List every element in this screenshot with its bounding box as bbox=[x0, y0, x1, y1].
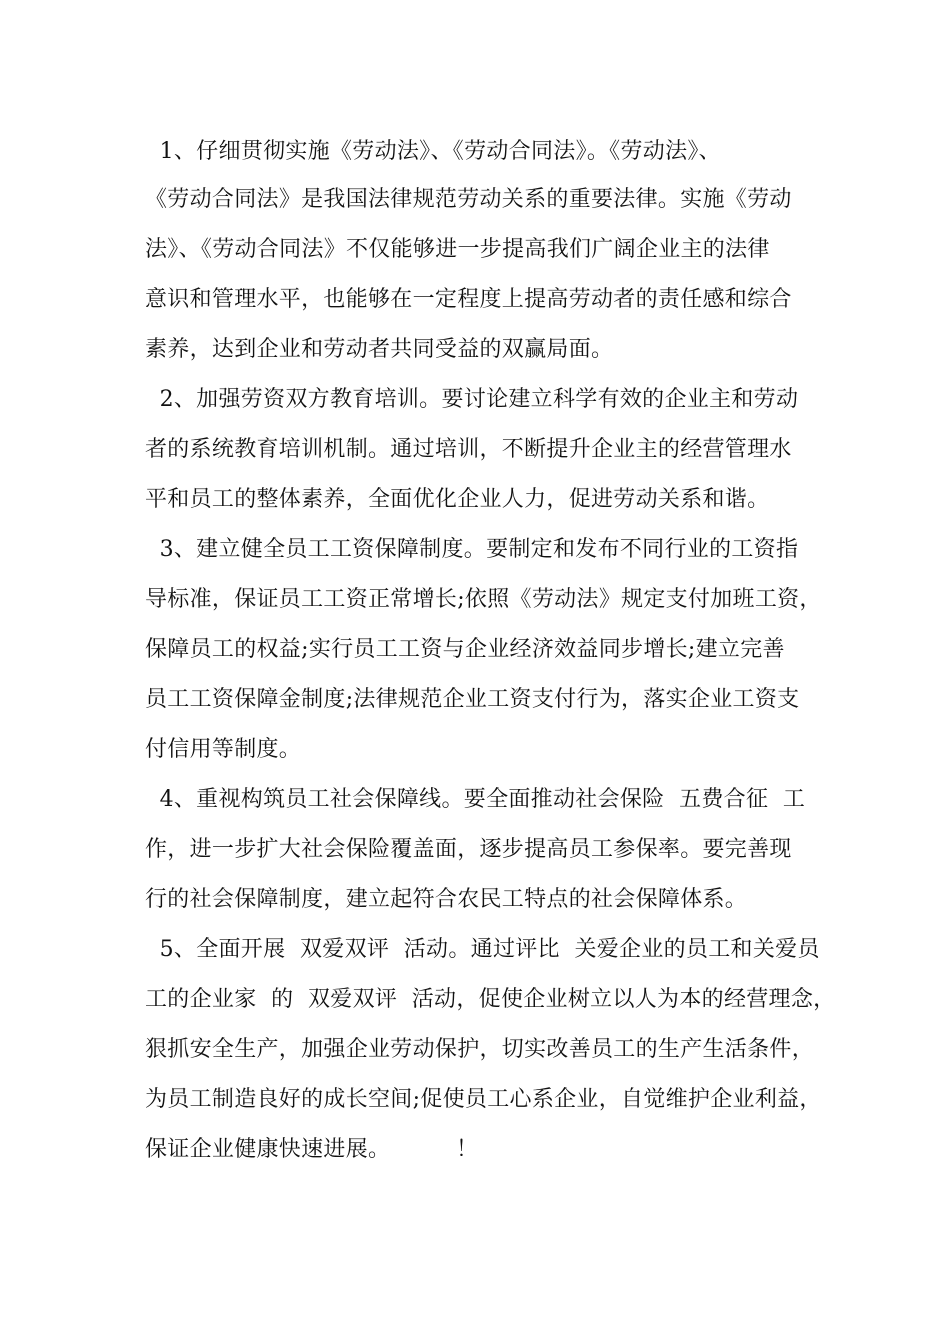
text-line: 1、仔细贯彻实施《劳动法》、《劳动合同法》。《劳动法》、 bbox=[145, 139, 721, 164]
text-line: 5、全面开展 双爱双评 活动。通过评比 关爱企业的员工和关爱员 bbox=[145, 937, 820, 962]
text-line: 为员工制造良好的成长空间;促使员工心系企业，自觉维护企业利益， bbox=[145, 1087, 822, 1112]
text-line: 4、重视构筑员工社会保障线。要全面推动社会保险 五费合征 工 bbox=[145, 787, 806, 812]
text-line: 者的系统教育培训机制。通过培训，不断提升企业主的经营管理水 bbox=[145, 437, 792, 462]
text-line: 作，进一步扩大社会保险覆盖面，逐步提高员工参保率。要完善现 bbox=[145, 837, 792, 862]
text-line: 《劳动合同法》是我国法律规范劳动关系的重要法律。实施《劳动 bbox=[145, 187, 792, 212]
text-line: 员工工资保障金制度;法律规范企业工资支付行为，落实企业工资支 bbox=[145, 687, 800, 712]
text-line: 狠抓安全生产，加强企业劳动保护，切实改善员工的生产生活条件， bbox=[145, 1037, 815, 1062]
text-line: 工的企业家 的 双爱双评 活动，促使企业树立以人为本的经营理念， bbox=[145, 987, 836, 1012]
text-line: 保证企业健康快速进展。 ！ bbox=[145, 1137, 479, 1162]
text-line: 2、加强劳资双方教育培训。要讨论建立科学有效的企业主和劳动 bbox=[145, 387, 799, 412]
text-line: 意识和管理水平，也能够在一定程度上提高劳动者的责任感和综合 bbox=[145, 287, 792, 312]
text-line: 平和员工的整体素养，全面优化企业人力，促进劳动关系和谐。 bbox=[145, 487, 770, 512]
text-line: 素养，达到企业和劳动者共同受益的双赢局面。 bbox=[145, 337, 614, 362]
text-line: 付信用等制度。 bbox=[145, 737, 302, 762]
text-line: 法》、《劳动合同法》不仅能够进一步提高我们广阔企业主的法律 bbox=[145, 237, 770, 262]
text-line: 导标准，保证员工工资正常增长;依照《劳动法》规定支付加班工资， bbox=[145, 587, 822, 612]
text-line: 行的社会保障制度，建立起符合农民工特点的社会保障体系。 bbox=[145, 887, 748, 912]
text-line: 3、建立健全员工工资保障制度。要制定和发布不同行业的工资指 bbox=[145, 537, 799, 562]
text-line: 保障员工的权益;实行员工工资与企业经济效益同步增长;建立完善 bbox=[145, 637, 785, 662]
